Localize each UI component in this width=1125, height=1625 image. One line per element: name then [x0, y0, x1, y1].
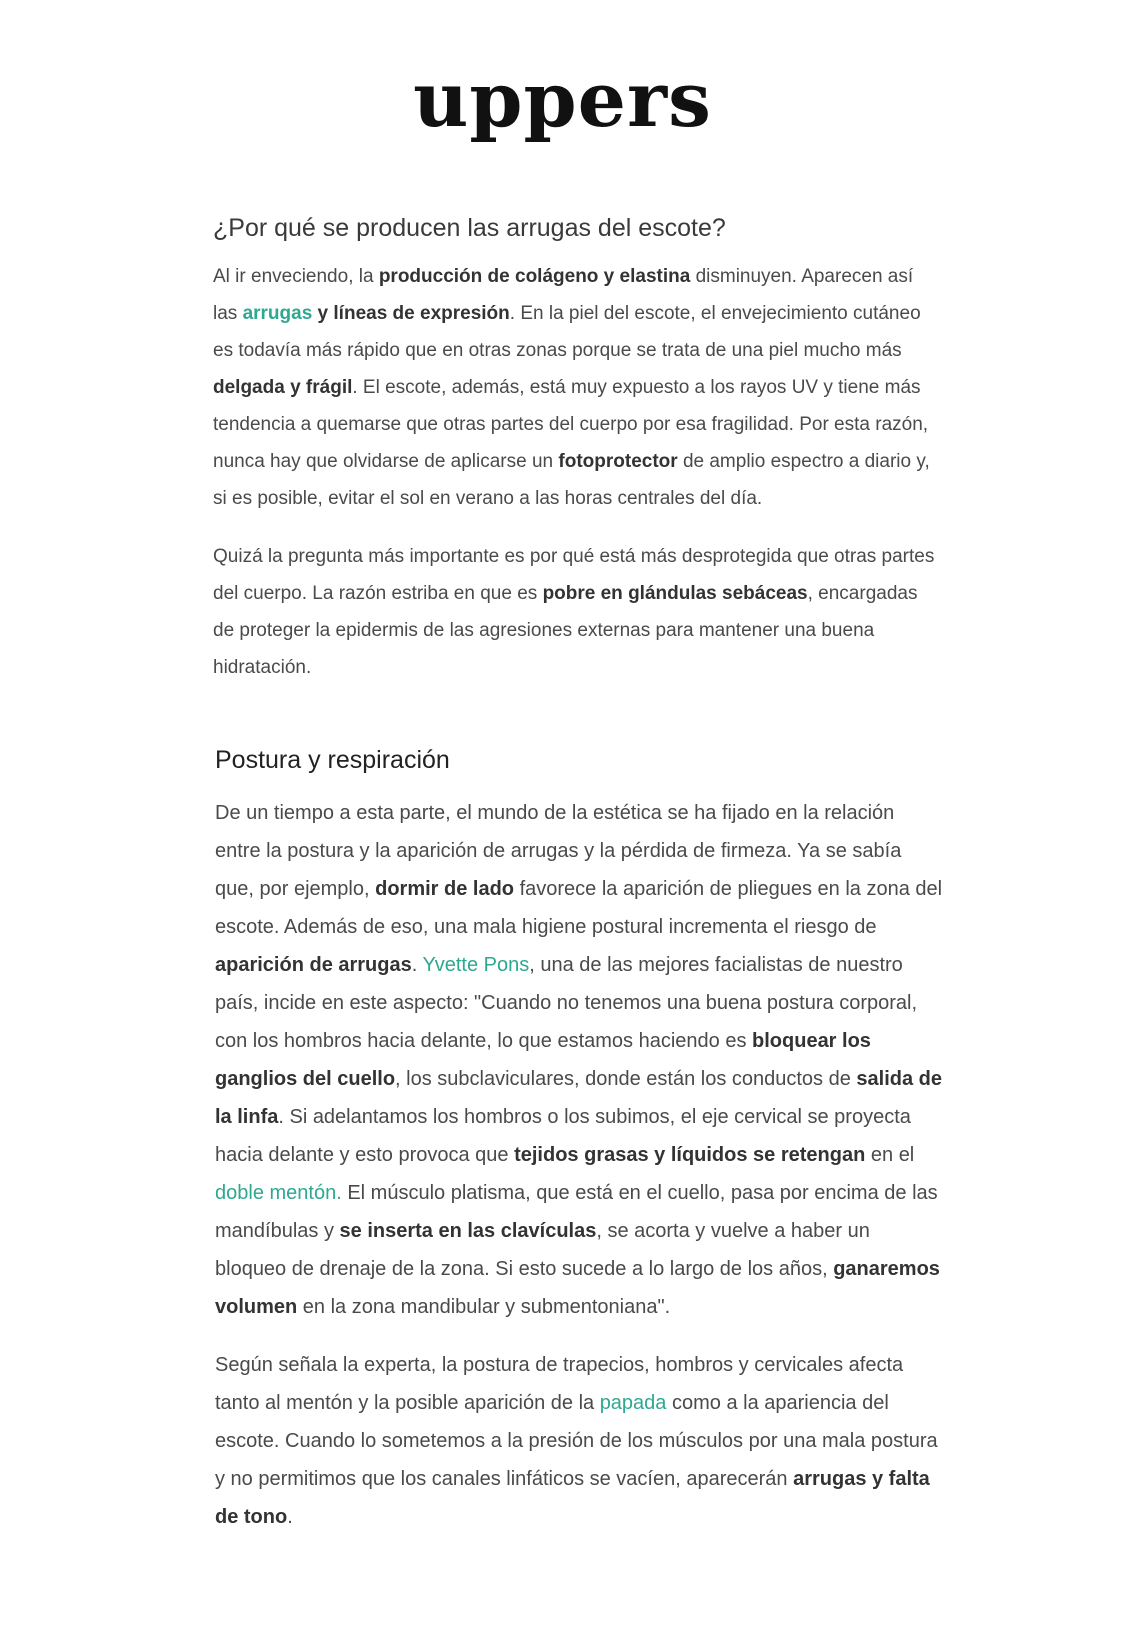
- site-logo[interactable]: uppers: [413, 55, 712, 144]
- text: . El escote, además, está muy expuesto a los rayos UV y tiene más tendencia a quemarse que otras partes del cuerpo por esa fragilidad. Por esta razón, nunca hay que olvidarse de aplicarse un: [213, 377, 929, 472]
- bold-text: arrugas y falta de tono: [215, 1468, 930, 1528]
- text: Al ir enveciendo, la: [213, 266, 379, 287]
- bold-text: se inserta en las clavículas: [339, 1220, 597, 1242]
- bold-text: bloquear los ganglios del cuello: [215, 1030, 871, 1090]
- text: , se acorta y vuelve a haber un bloqueo de drenaje de la zona. Si esto sucede a lo largo de los años,: [215, 1220, 870, 1280]
- bold-text: delgada y frágil: [213, 377, 353, 398]
- bold-text: aparición de arrugas: [215, 954, 412, 976]
- paragraph: [213, 538, 941, 686]
- text: . Si adelantamos los hombros o los subimos, el eje cervical se proyecta hacia delante y esto provoca que: [215, 1106, 911, 1166]
- text: disminuyen. Aparecen así las: [213, 266, 914, 324]
- text: De un tiempo a esta parte, el mundo de la estética se ha fijado en la relación entre la postura y la aparición de arrugas y la pérdida de firmeza. Ya se sabía que, por ejemplo,: [215, 802, 902, 900]
- bold-text: producción de colágeno y elastina: [378, 266, 691, 287]
- text: .: [287, 1506, 293, 1528]
- bold-text: pobre en glándulas sebáceas: [542, 583, 808, 604]
- bold-text: ganaremos volumen: [215, 1258, 940, 1318]
- link-arrugas[interactable]: arrugas: [242, 303, 313, 324]
- text: .: [411, 954, 423, 976]
- article-section-posture: [215, 742, 943, 1536]
- bold-text: fotoprotector: [558, 451, 678, 472]
- text: Según señala la experta, la postura de trapecios, hombros y cervicales afecta tanto al mentón y la posible aparición de la: [215, 1354, 904, 1414]
- link-doble-menton[interactable]: doble mentón.: [215, 1182, 342, 1204]
- text: como a la apariencia del escote. Cuando lo sometemos a la presión de los músculos por una mala postura y no permitimos que los canales linfáticos se vacíen, aparecerán: [215, 1392, 938, 1490]
- section-heading: Postura y respiración: [215, 746, 450, 774]
- paragraph: [215, 794, 943, 1326]
- text: El músculo platisma, que está en el cuello, pasa por encima de las mandíbulas y: [215, 1182, 938, 1242]
- text: , los subclaviculares, donde están los conductos de: [395, 1068, 857, 1090]
- text: favorece la aparición de pliegues en la zona del escote. Además de eso, una mala higiene postural incrementa el riesgo de: [215, 878, 943, 938]
- text: . En la piel del escote, el envejecimiento cutáneo es todavía más rápido que en otras zonas porque se trata de una piel mucho más: [213, 303, 921, 361]
- bold-text: y líneas de expresión: [312, 303, 510, 324]
- link-papada[interactable]: papada: [599, 1392, 667, 1414]
- text: Quizá la pregunta más importante es por qué está más desprotegida que otras partes del cuerpo. La razón estriba en que es: [213, 546, 935, 604]
- text: de amplio espectro a diario y, si es posible, evitar el sol en verano a las horas centrales del día.: [213, 451, 930, 509]
- paragraph: [213, 258, 941, 517]
- section-heading: ¿Por qué se producen las arrugas del escote?: [213, 214, 726, 242]
- article-section-wrinkles: [213, 210, 941, 686]
- text: , encargadas de proteger la epidermis de las agresiones externas para mantener una buena hidratación.: [213, 583, 918, 678]
- bold-text: dormir de lado: [375, 878, 515, 900]
- paragraph: [215, 1346, 943, 1536]
- text: , una de las mejores facialistas de nuestro país, incide en este aspecto: "Cuando no tenemos una buena postura corporal, con los hombros hacia delante, lo que estamos haciendo es: [215, 954, 918, 1052]
- text: en el: [865, 1144, 915, 1166]
- bold-text: salida de la linfa: [215, 1068, 943, 1128]
- link-yvette-pons[interactable]: Yvette Pons: [422, 954, 530, 976]
- text: en la zona mandibular y submentoniana".: [297, 1296, 671, 1318]
- bold-text: tejidos grasas y líquidos se retengan: [514, 1144, 866, 1166]
